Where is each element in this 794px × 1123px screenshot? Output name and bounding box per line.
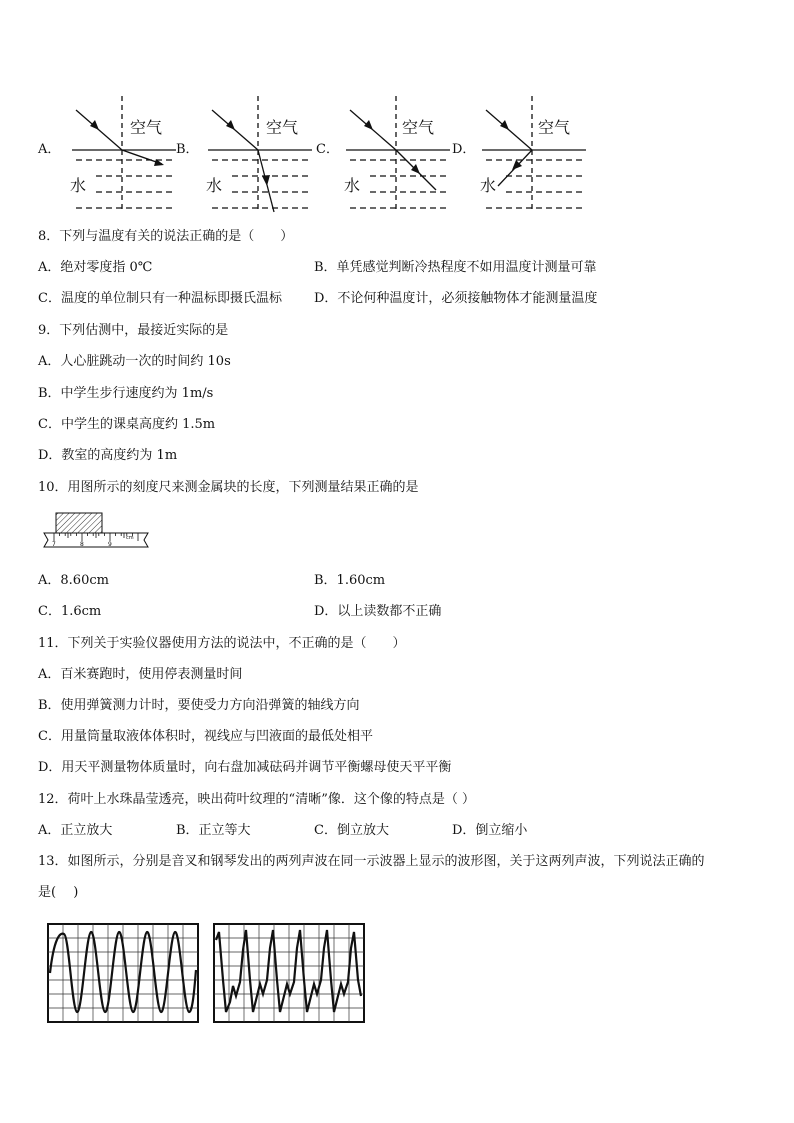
- q10-stem: 10．用图所示的刻度尺来测金属块的长度，下列测量结果正确的是: [38, 480, 419, 495]
- q12-option-b: B．正立等大: [176, 823, 251, 838]
- ruler-svg: [38, 510, 154, 554]
- air-label: 空气: [538, 118, 571, 137]
- water-label: 水: [70, 176, 87, 195]
- option-label-d: D．: [452, 142, 476, 157]
- diagram-c: [342, 96, 452, 214]
- arrow-icon: [500, 120, 509, 130]
- piano-screen: [214, 924, 364, 1022]
- q9-option-d: D．教室的高度约为 1m: [38, 448, 178, 463]
- ruler-unit: cm: [126, 535, 134, 541]
- oscilloscope-figures: [44, 920, 370, 1028]
- oscilloscope-svg: [44, 920, 370, 1028]
- water-label: 水: [206, 176, 223, 195]
- tuning-fork-screen: [48, 924, 198, 1022]
- q10-option-d: D．以上读数都不正确: [314, 604, 442, 619]
- q11-option-b: B．使用弹簧测力计时，要使受力方向沿弹簧的轴线方向: [38, 698, 360, 713]
- q9-option-b: B．中学生步行速度约为 1m/s: [38, 386, 214, 401]
- ruler-tick-7: 7: [52, 541, 56, 548]
- q8-option-c: C．温度的单位制只有一种温标即摄氏温标: [38, 291, 282, 306]
- option-label-b: B．: [176, 142, 199, 157]
- refraction-diagrams: [30, 96, 590, 214]
- arrow-icon: [364, 120, 373, 130]
- q11-option-d: D．用天平测量物体质量时，向右盘加减砝码并调节平衡螺母使天平平衡: [38, 760, 452, 775]
- q12-option-d: D．倒立缩小: [452, 823, 528, 838]
- q11-option-a: A．百米赛跑时，使用停表测量时间: [38, 667, 243, 682]
- ruler-tick-8: 8: [80, 541, 84, 548]
- air-label: 空气: [130, 118, 163, 137]
- diagram-b: [204, 96, 314, 214]
- option-label-a: A．: [38, 142, 61, 157]
- q9-stem: 9．下列估测中，最接近实际的是: [38, 323, 229, 338]
- diagram-d: [478, 96, 588, 214]
- q9-option-c: C．中学生的课桌高度约 1.5m: [38, 417, 216, 432]
- air-label: 空气: [402, 118, 435, 137]
- air-label: 空气: [266, 118, 299, 137]
- q13-stem-line1: 13．如图所示，分别是音叉和钢琴发出的两列声波在同一示波器上显示的波形图，关于这两列声波，下列说法正确的: [38, 854, 705, 869]
- arrow-icon: [226, 120, 235, 130]
- q8-option-a: A．绝对零度指 0℃: [38, 260, 153, 275]
- q10-option-b: B．1.60cm: [314, 573, 386, 588]
- q8-option-d: D．不论何种温度计，必须接触物体才能测量温度: [314, 291, 598, 306]
- q11-stem: 11．下列关于实验仪器使用方法的说法中，不正确的是（ ）: [38, 636, 406, 651]
- diagram-a: [68, 96, 178, 214]
- q10-option-c: C．1.6cm: [38, 604, 102, 619]
- q11-option-c: C．用量筒量取液体体积时，视线应与凹液面的最低处相平: [38, 729, 373, 744]
- q8-option-b: B．单凭感觉判断冷热程度不如用温度计测量可靠: [314, 260, 597, 275]
- q10-option-a: A．8.60cm: [38, 573, 109, 588]
- ruler-tick-9: 9: [108, 541, 112, 548]
- arrow-icon: [90, 120, 99, 130]
- q13-stem-line2: 是( ): [38, 885, 79, 900]
- water-label: 水: [480, 176, 497, 195]
- q12-option-a: A．正立放大: [38, 823, 113, 838]
- metal-block: [56, 513, 102, 533]
- q12-option-c: C．倒立放大: [314, 823, 389, 838]
- q12-stem: 12．荷叶上水珠晶莹透亮，映出荷叶纹理的“清晰”像．这个像的特点是（ ）: [38, 792, 475, 807]
- option-label-c: C．: [316, 142, 339, 157]
- q9-option-a: A．人心脏跳动一次的时间约 10s: [38, 354, 231, 369]
- ruler-figure: [38, 510, 154, 554]
- q8-stem: 8．下列与温度有关的说法正确的是（ ）: [38, 229, 294, 244]
- arrow-icon: [262, 175, 270, 186]
- water-label: 水: [344, 176, 361, 195]
